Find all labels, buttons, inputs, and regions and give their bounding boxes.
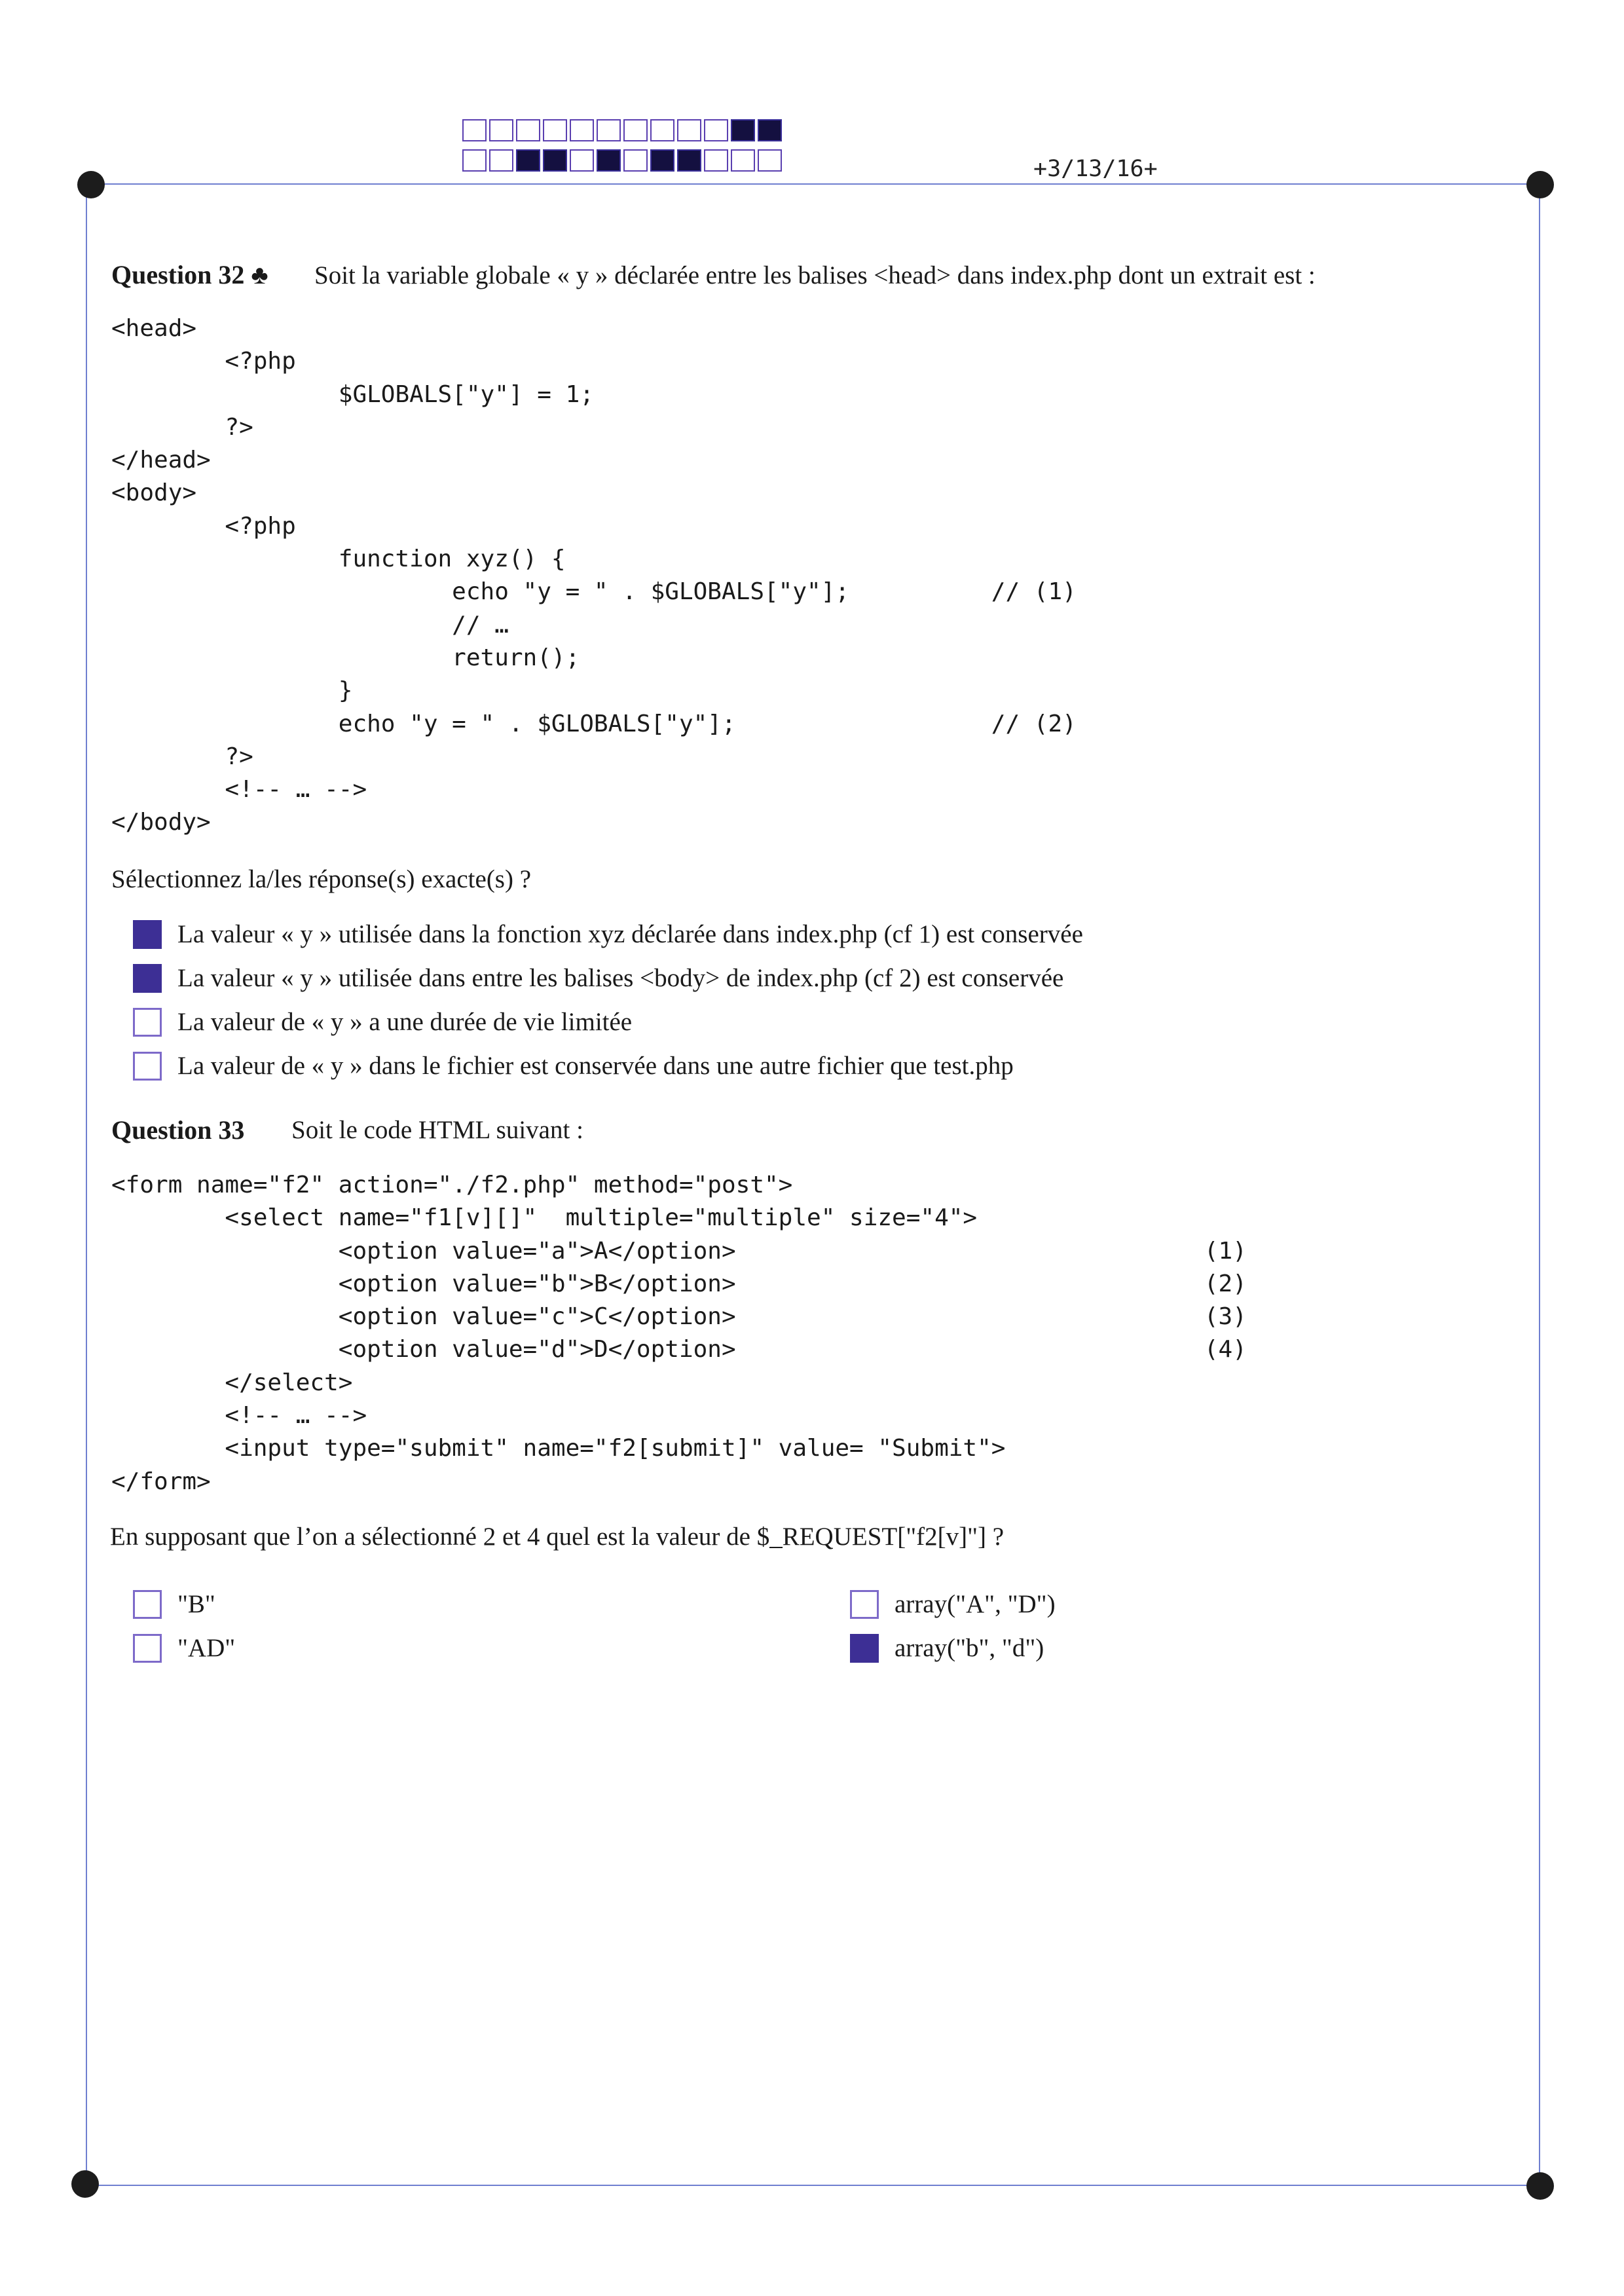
checkbox[interactable] — [850, 1590, 879, 1619]
barcode-cell — [543, 149, 567, 172]
question-33-code: <form name="f2" action="./f2.php" method="post"> <select name="f1[v][]" multiple="multiple" size="4"> <option value="a">A</option> (1) <option value="b">B</option> (2) <option value="c">C</option> (3) <option value="d">D</option> (4) </select> <!-- … --> <input type="submit" name="f2[submit]" value= "Submit"> </form> — [111, 1172, 1247, 1495]
barcode-cell — [543, 119, 567, 141]
barcode-cell — [462, 119, 487, 141]
club-icon: ♣ — [251, 260, 268, 289]
choice-label: "AD" — [177, 1634, 236, 1662]
barcode-cell — [570, 149, 594, 172]
barcode-cell — [570, 119, 594, 141]
checkbox[interactable] — [133, 1634, 162, 1663]
q32-choice-2[interactable] — [133, 963, 1063, 993]
checkbox[interactable] — [133, 920, 162, 949]
question-label: Question 33 — [111, 1115, 245, 1145]
checkbox[interactable] — [850, 1634, 879, 1663]
choice-label: La valeur « y » utilisée dans la fonction xyz déclarée dans index.php (cf 1) est conservée — [177, 920, 1083, 948]
question-32-prompt: Sélectionnez la/les réponse(s) exacte(s) ? — [111, 865, 532, 893]
corner-mark-top-right — [1526, 171, 1554, 198]
barcode-cell — [758, 119, 782, 141]
barcode-cell — [462, 149, 487, 172]
barcode-cell — [489, 119, 513, 141]
q32-choice-4[interactable] — [133, 1051, 1014, 1081]
barcode-cell — [516, 119, 540, 141]
barcode-cell — [731, 119, 755, 141]
barcode-cell — [731, 149, 755, 172]
q32-choice-3[interactable] — [133, 1007, 632, 1037]
barcode-cell — [597, 149, 621, 172]
q33-choice-b[interactable] — [133, 1589, 215, 1619]
barcode-cell — [650, 149, 674, 172]
barcode-cell — [489, 149, 513, 172]
barcode-cell — [677, 119, 701, 141]
barcode-cell — [623, 149, 648, 172]
q33-choice-array-bd[interactable] — [850, 1633, 1044, 1663]
question-32-code: <head> <?php $GLOBALS["y"] = 1; ?> </head> <body> <?php function xyz() { echo "y = " . $GLOBALS["y"]; // (1) // … return(); } echo "y = " . $GLOBALS["y"]; // (2) ?> <!-- … --> </body> — [111, 315, 1077, 836]
page-id: +3/13/16+ — [1033, 156, 1158, 182]
q33-choice-ad[interactable] — [133, 1633, 235, 1663]
barcode-cell — [704, 119, 728, 141]
question-32-text: Soit la variable globale « y » déclarée entre les balises <head> dans index.php dont un extrait est : — [314, 261, 1316, 289]
barcode-row-2 — [462, 149, 784, 174]
checkbox[interactable] — [133, 964, 162, 993]
question-label: Question 32 — [111, 260, 245, 289]
q33-choice-array-ad[interactable] — [850, 1589, 1056, 1619]
barcode-cell — [704, 149, 728, 172]
corner-mark-bottom-right — [1526, 2172, 1554, 2200]
barcode-cell — [650, 119, 674, 141]
question-33-prompt: En supposant que l’on a sélectionné 2 et 4 quel est la valeur de $_REQUEST["f2[v]"] ? — [110, 1523, 1005, 1551]
barcode-cell — [677, 149, 701, 172]
barcode-cell — [516, 149, 540, 172]
question-33-header — [111, 1115, 244, 1145]
barcode-cell — [758, 149, 782, 172]
choice-label: La valeur « y » utilisée dans entre les balises <body> de index.php (cf 2) est conservée — [177, 964, 1064, 992]
choice-label: "B" — [177, 1590, 215, 1618]
checkbox[interactable] — [133, 1590, 162, 1619]
choice-label: La valeur de « y » a une durée de vie limitée — [177, 1008, 633, 1036]
q32-choice-1[interactable] — [133, 919, 1083, 949]
choice-label: array("b", "d") — [895, 1634, 1044, 1662]
barcode-cell — [623, 119, 648, 141]
barcode-row-1 — [462, 119, 784, 144]
question-32-header — [111, 259, 268, 290]
choice-label: La valeur de « y » dans le fichier est conservée dans une autre fichier que test.php — [177, 1052, 1014, 1080]
choice-label: array("A", "D") — [895, 1590, 1056, 1618]
checkbox[interactable] — [133, 1052, 162, 1081]
barcode-cell — [597, 119, 621, 141]
checkbox[interactable] — [133, 1008, 162, 1037]
corner-mark-bottom-left — [71, 2170, 99, 2198]
question-33-text: Soit le code HTML suivant : — [291, 1116, 583, 1144]
corner-mark-top-left — [77, 171, 105, 198]
